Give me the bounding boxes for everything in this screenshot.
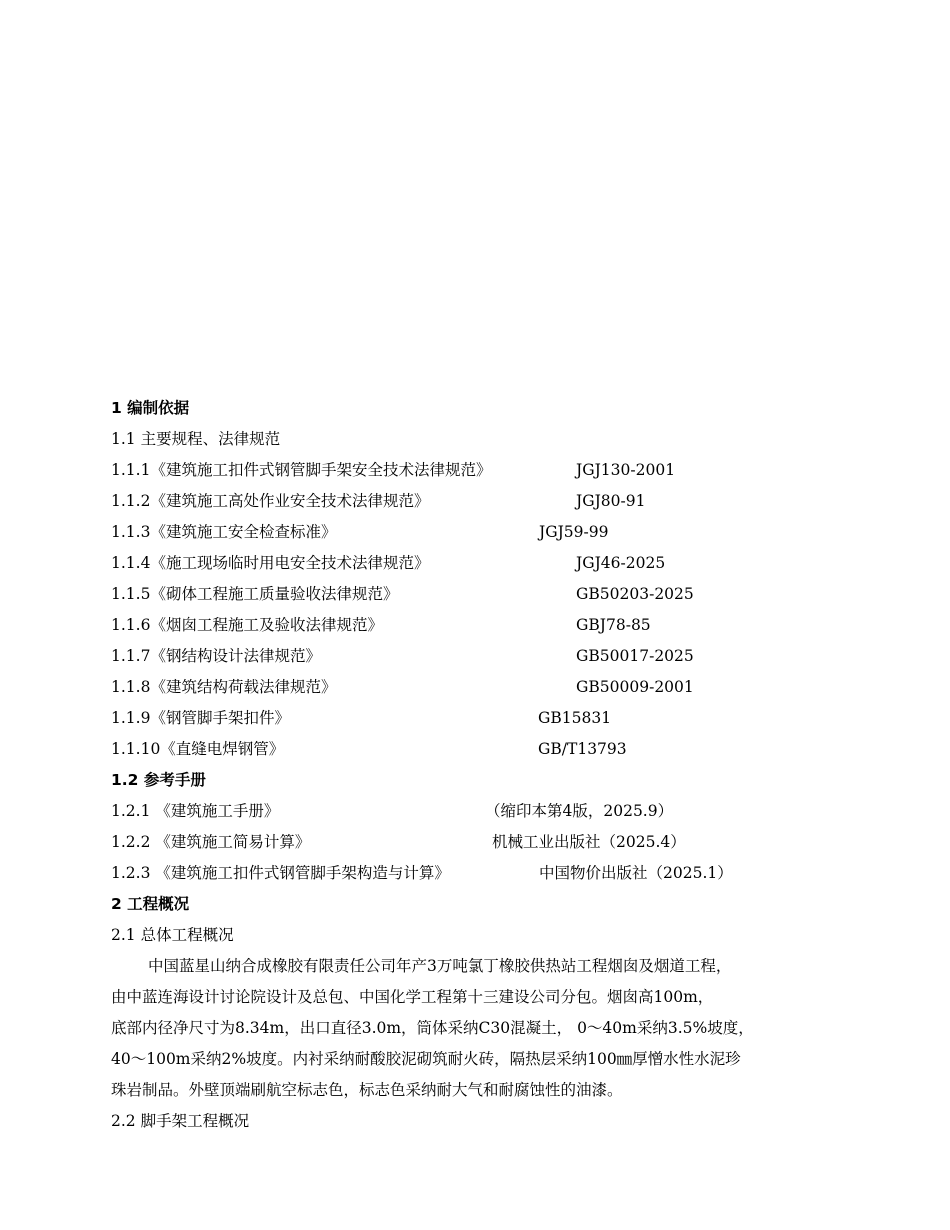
reg-item — [111, 610, 711, 641]
reg-item — [111, 455, 711, 486]
reg-item — [111, 548, 711, 579]
section-1-heading: 1 编制依据 — [111, 399, 190, 417]
reg-code: GB50017-2025 — [576, 647, 694, 665]
reg-title: 1.1.4《施工现场临时用电安全技术法律规范》 — [111, 554, 430, 572]
overview-paragraph — [111, 951, 846, 1106]
reg-code: JGJ59-99 — [539, 523, 609, 541]
subsection-2-1-heading: 2.1 总体工程概况 — [111, 926, 234, 944]
paragraph-line: 底部内径净尺寸为8.34m，出口直径3.0m，筒体采纳C30混凝土， 0～40m采纳3.5%坡度， — [111, 1019, 754, 1037]
reg-title: 1.1.10《直缝电焊钢管》 — [111, 740, 285, 758]
manual-item — [111, 796, 761, 827]
reg-code: GB/T13793 — [538, 740, 627, 758]
reg-item — [111, 579, 711, 610]
reg-title: 1.1.9《钢管脚手架扣件》 — [111, 709, 290, 727]
reg-item — [111, 734, 711, 765]
subsection-1-2-heading: 1.2 参考手册 — [111, 771, 206, 789]
reg-item — [111, 486, 711, 517]
paragraph-line: 由中蓝连海设计讨论院设计及总包、中国化学工程第十三建设公司分包。烟囱高100m， — [111, 988, 714, 1006]
paragraph-line: 珠岩制品。外壁顶端刷航空标志色，标志色采纳耐大气和耐腐蚀性的油漆。 — [111, 1081, 623, 1099]
reg-code: GB50009-2001 — [576, 678, 694, 696]
reg-title: 1.1.7《钢结构设计法律规范》 — [111, 647, 321, 665]
manual-item — [111, 827, 761, 858]
reg-item — [111, 703, 711, 734]
reg-code: JGJ130-2001 — [576, 461, 676, 479]
subsection-1-1-heading: 1.1 主要规程、法律规范 — [111, 430, 281, 448]
reg-title: 1.1.2《建筑施工高处作业安全技术法律规范》 — [111, 492, 430, 510]
manual-title: 1.2.2 《建筑施工简易计算》 — [111, 833, 311, 851]
subsection-2-2-heading: 2.2 脚手架工程概况 — [111, 1112, 250, 1130]
reg-item — [111, 672, 711, 703]
reg-item — [111, 641, 711, 672]
reg-title: 1.1.3《建筑施工安全检查标准》 — [111, 523, 337, 541]
manual-source: 机械工业出版社（2025.4） — [492, 833, 686, 851]
reg-title: 1.1.1《建筑施工扣件式钢管脚手架安全技术法律规范》 — [111, 461, 492, 479]
reg-code: JGJ80-91 — [576, 492, 646, 510]
reg-code: GB50203-2025 — [576, 585, 694, 603]
reg-code: GB15831 — [538, 709, 612, 727]
reg-item — [111, 517, 711, 548]
paragraph-line: 中国蓝星山纳合成橡胶有限责任公司年产3万吨氯丁橡胶供热站工程烟囱及烟道工程， — [148, 957, 732, 975]
manual-item — [111, 858, 761, 889]
reg-title: 1.1.5《砌体工程施工质量验收法律规范》 — [111, 585, 399, 603]
manual-title: 1.2.1 《建筑施工手册》 — [111, 802, 280, 820]
manual-source: （缩印本第4版，2025.9） — [485, 802, 674, 820]
paragraph-line: 40～100m采纳2%坡度。内衬采纳耐酸胶泥砌筑耐火砖，隔热层采纳100㎜厚憎水性水泥珍 — [111, 1050, 741, 1068]
reg-code: JGJ46-2025 — [576, 554, 666, 572]
reg-title: 1.1.8《建筑结构荷载法律规范》 — [111, 678, 337, 696]
reg-code: GBJ78-85 — [576, 616, 651, 634]
section-2-heading: 2 工程概况 — [111, 895, 190, 913]
reg-title: 1.1.6《烟囱工程施工及验收法律规范》 — [111, 616, 383, 634]
manual-source: 中国物价出版社（2025.1） — [539, 864, 733, 882]
manual-title: 1.2.3 《建筑施工扣件式钢管脚手架构造与计算》 — [111, 864, 450, 882]
